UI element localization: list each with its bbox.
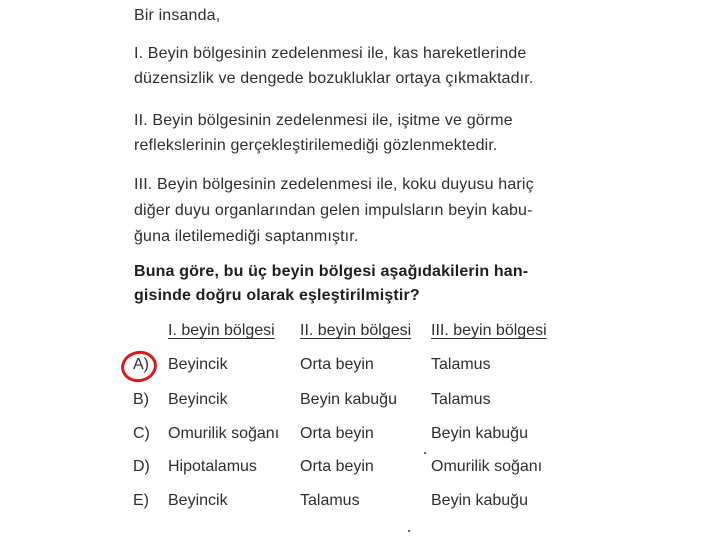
- option-letter: E): [133, 492, 149, 509]
- option-letter: A): [133, 356, 149, 373]
- question-intro: Bir insanda,: [134, 7, 221, 24]
- option-row-a[interactable]: [0, 356, 720, 380]
- statement-1-line-1: I. Beyin bölgesinin zedelenmesi ile, kas hareketlerinde: [134, 45, 527, 62]
- statement-2-line-1: II. Beyin bölgesinin zedelenmesi ile, işitme ve görme: [134, 112, 513, 129]
- table-header-region-2: II. beyin bölgesi: [300, 322, 412, 339]
- option-region-3: Beyin kabuğu: [431, 425, 528, 442]
- option-region-3: Omurilik soğanı: [431, 458, 543, 475]
- statement-1-line-2: düzensizlik ve dengede bozukluklar ortaya çıkmaktadır.: [134, 70, 534, 87]
- option-row-c[interactable]: [0, 425, 720, 449]
- option-region-1: Beyincik: [168, 391, 228, 408]
- option-region-1: Hipotalamus: [168, 458, 257, 475]
- option-region-3: Talamus: [431, 391, 491, 408]
- option-row-b[interactable]: [0, 391, 720, 415]
- option-letter: D): [133, 458, 150, 475]
- option-region-2: Orta beyin: [300, 425, 374, 442]
- option-letter: C): [133, 425, 150, 442]
- statement-2-line-2: reflekslerinin gerçekleştirilemediği gözlenmektedir.: [134, 137, 498, 154]
- option-region-2: Talamus: [300, 492, 360, 509]
- option-region-2: Orta beyin: [300, 458, 374, 475]
- option-row-d[interactable]: [0, 458, 720, 482]
- option-region-1: Beyincik: [168, 356, 228, 373]
- table-header-region-3: III. beyin bölgesi: [431, 322, 547, 339]
- statement-3-line-2: diğer duyu organlarından gelen impulsların beyin kabu-: [134, 202, 533, 219]
- question-prompt-line-1: Buna göre, bu üç beyin bölgesi aşağıdakilerin han-: [134, 263, 529, 280]
- option-region-3: Talamus: [431, 356, 491, 373]
- option-region-1: Beyincik: [168, 492, 228, 509]
- statement-3-line-3: ğuna iletilemediği saptanmıştır.: [134, 228, 359, 245]
- option-letter: B): [133, 391, 149, 408]
- option-region-2: Beyin kabuğu: [300, 391, 397, 408]
- option-region-2: Orta beyin: [300, 356, 374, 373]
- option-region-1: Omurilik soğanı: [168, 425, 280, 442]
- question-prompt-line-2: gisinde doğru olarak eşleştirilmiştir?: [134, 287, 420, 304]
- option-region-3: Beyin kabuğu: [431, 492, 528, 509]
- statement-3-line-1: III. Beyin bölgesinin zedelenmesi ile, koku duyusu hariç: [134, 176, 534, 193]
- scan-speck: [408, 530, 410, 532]
- option-row-e[interactable]: [0, 492, 720, 516]
- scan-speck: [424, 452, 426, 454]
- table-header-region-1: I. beyin bölgesi: [168, 322, 275, 339]
